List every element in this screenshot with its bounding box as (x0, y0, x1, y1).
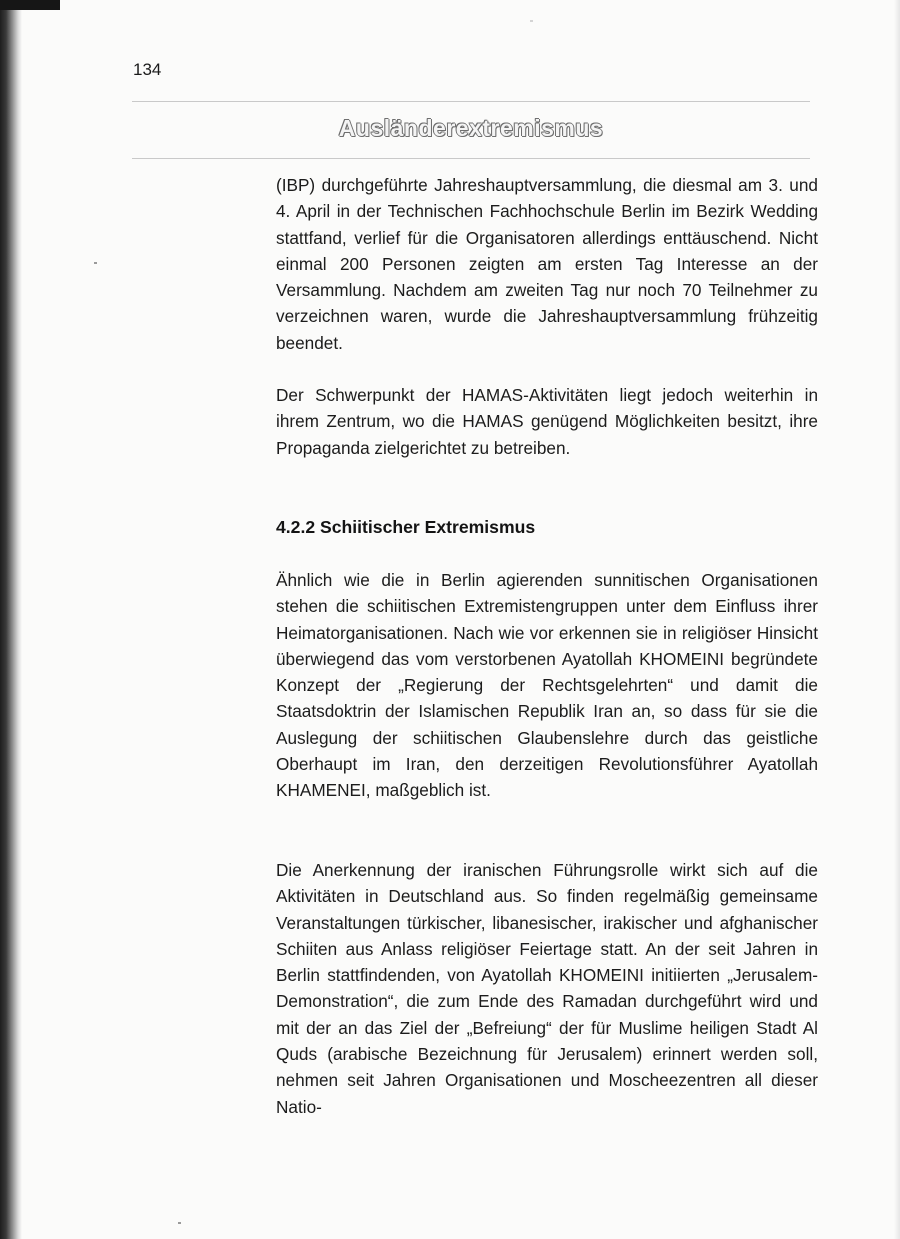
header-rule-top (132, 101, 810, 102)
paragraph-hamas-schwerpunkt (276, 382, 818, 461)
paragraph-text: Die Anerkennung der iranischen Führungsrolle wirkt sich auf die Aktivitäten in Deutschland aus. So finden regelmäßig gemeinsame Veranstaltungen türkischer, libanesischer, irakischer und afghanischer Schiiten aus Anlass religiöser Feiertage statt. An der seit Jahren in Berlin stattfindenden, von Ayatollah KHOMEINI initiierten „Jerusalem-Demonstration“, die zum Ende des Ramadan durchgeführt wird und mit der an das Ziel der „Befreiung“ der für Muslime heiligen Stadt Al Quds (arabische Bezeichnung für Jerusalem) erinnert werden soll, nehmen seit Jahren Organisationen und Moscheezentren all dieser Natio- (276, 860, 818, 1117)
scan-speck (530, 20, 533, 22)
scan-speck (178, 1222, 181, 1224)
paragraph-iranische-fuehrungsrolle (276, 857, 818, 1120)
section-heading: 4.2.2 Schiitischer Extremismus (276, 517, 536, 537)
running-title: Ausländerextremismus (338, 115, 604, 141)
page-number: 134 (133, 60, 162, 79)
paragraph-text: (IBP) durchgeführte Jahreshauptversammlung, die diesmal am 3. und 4. April in der Technischen Fachhochschule Berlin im Bezirk Wedding stattfand, verlief für die Organisatoren allerdings enttäuschend. Nicht einmal 200 Personen zeigten am ersten Tag Interesse an der Versammlung. Nachdem am zweiten Tag nur noch 70 Teilnehmer zu verzeichnen waren, wurde die Jahreshauptversammlung frühzeitig beendet. (276, 175, 818, 353)
paragraph-schiitische-gruppen (276, 567, 818, 804)
paragraph-text: Der Schwerpunkt der HAMAS-Aktivitäten liegt jedoch weiterhin in ihrem Zentrum, wo die HAMAS genügend Möglichkeiten besitzt, ihre Propaganda zielgerichtet zu betreiben. (276, 385, 818, 458)
paragraph-text: Ähnlich wie die in Berlin agierenden sunnitischen Organisationen stehen die schiitischen Extremistengruppen unter dem Einfluss ihrer Heimatorganisationen. Nach wie vor erkennen sie in religiöser Hinsicht überwiegend das vom verstorbenen Ayatollah KHOMEINI begründete Konzept der „Regierung der Rechtsgelehrten“ und damit die Staatsdoktrin der Islamischen Republik Iran an, so dass für sie die Auslegung der schiitischen Glaubenslehre durch das geistliche Oberhaupt im Iran, den derzeitigen Revolutionsführer Ayatollah KHAMENEI, maßgeblich ist. (276, 570, 818, 801)
scan-right-edge (894, 0, 900, 1239)
scan-edge-mark (0, 0, 60, 10)
scan-binding-edge (0, 0, 22, 1239)
header-rule-bottom (132, 158, 810, 159)
paragraph-jahreshauptversammlung (276, 172, 818, 356)
scan-speck (94, 262, 97, 264)
